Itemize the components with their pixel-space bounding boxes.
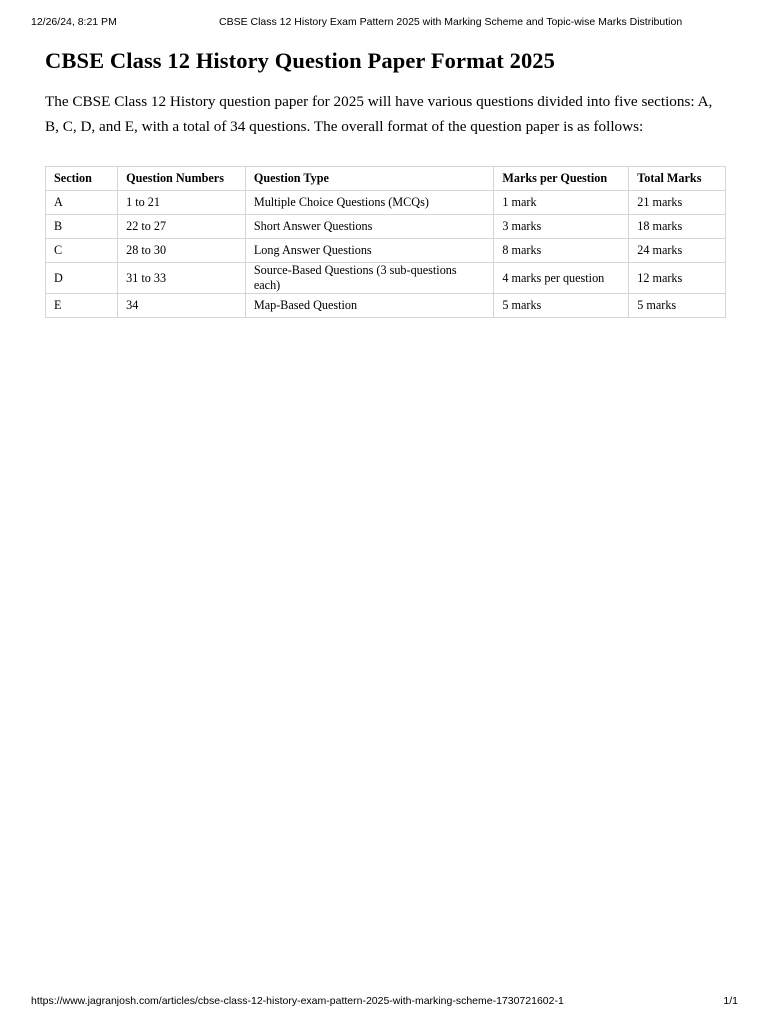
cell-section: B: [46, 215, 118, 239]
print-datetime: 12/26/24, 8:21 PM: [31, 16, 117, 28]
header-question-type: Question Type: [245, 167, 494, 191]
cell-question-numbers: 1 to 21: [118, 191, 246, 215]
table-row: [46, 191, 726, 215]
article-content: [45, 45, 726, 312]
print-header: [31, 16, 738, 30]
cell-marks-per-question: 1 mark: [494, 191, 629, 215]
article-intro: The CBSE Class 12 History question paper for 2025 will have various questions divided into five sections: A, B, C, D, and E, with a total of 34 questions. The overall format of the question paper is as follows:: [45, 93, 713, 135]
cell-marks-per-question: 5 marks: [494, 294, 629, 318]
header-section: Section: [46, 167, 118, 191]
cell-total-marks: 24 marks: [629, 239, 726, 263]
cell-question-type: Long Answer Questions: [245, 239, 494, 263]
header-question-numbers: Question Numbers: [118, 167, 246, 191]
question-paper-format-table: [45, 166, 726, 318]
article-title: CBSE Class 12 History Question Paper Format 2025: [45, 48, 556, 73]
table-row: [46, 263, 726, 294]
cell-marks-per-question: 3 marks: [494, 215, 629, 239]
cell-section: A: [46, 191, 118, 215]
table-row: [46, 239, 726, 263]
table-row: [46, 294, 726, 318]
cell-section: C: [46, 239, 118, 263]
cell-section: E: [46, 294, 118, 318]
header-marks-per-question: Marks per Question: [494, 167, 629, 191]
cell-question-numbers: 34: [118, 294, 246, 318]
cell-question-type: Map-Based Question: [245, 294, 494, 318]
cell-question-type: Short Answer Questions: [245, 215, 494, 239]
cell-total-marks: 12 marks: [629, 263, 726, 294]
cell-total-marks: 21 marks: [629, 191, 726, 215]
cell-question-type: Source-Based Questions (3 sub-questions each): [245, 263, 494, 294]
cell-section: D: [46, 263, 118, 294]
cell-question-numbers: 28 to 30: [118, 239, 246, 263]
print-url: https://www.jagranjosh.com/articles/cbse-class-12-history-exam-pattern-2025-with-marking-scheme-1730721602-1: [31, 995, 564, 1007]
print-page-title: CBSE Class 12 History Exam Pattern 2025 with Marking Scheme and Topic-wise Marks Distribution: [219, 16, 683, 28]
cell-question-type: Multiple Choice Questions (MCQs): [245, 191, 494, 215]
table-header-row: [46, 167, 726, 191]
cell-question-numbers: 31 to 33: [118, 263, 246, 294]
cell-question-numbers: 22 to 27: [118, 215, 246, 239]
print-page-number: 1/1: [723, 995, 738, 1007]
cell-total-marks: 5 marks: [629, 294, 726, 318]
table-row: [46, 215, 726, 239]
cell-marks-per-question: 4 marks per question: [494, 263, 629, 294]
cell-total-marks: 18 marks: [629, 215, 726, 239]
header-total-marks: Total Marks: [629, 167, 726, 191]
cell-marks-per-question: 8 marks: [494, 239, 629, 263]
print-footer: [31, 995, 738, 1009]
